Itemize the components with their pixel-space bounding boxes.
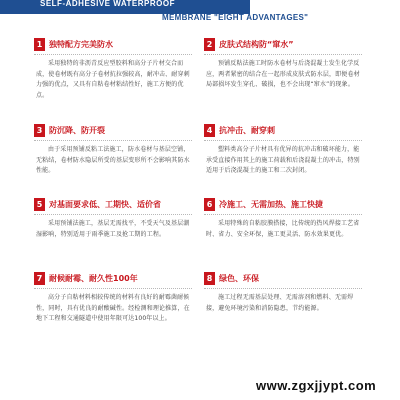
advantage-card-7: [34, 272, 192, 322]
advantage-title: 皮肤式结构防“窜水”: [219, 40, 294, 49]
advantage-title-row: [34, 124, 192, 138]
advantage-number-badge: 5: [34, 198, 45, 211]
advantage-card-2: [204, 38, 362, 88]
dotted-divider: [204, 288, 362, 289]
advantage-title-row: [204, 38, 362, 52]
advantage-title-row: [204, 124, 362, 138]
dotted-divider: [204, 140, 362, 141]
advantage-title-row: [204, 272, 362, 286]
header-banner: [0, 0, 400, 24]
advantage-number-badge: 7: [34, 272, 45, 285]
advantage-title: 绿色、环保: [219, 274, 259, 283]
advantage-number-badge: 4: [204, 124, 215, 137]
advantage-card-6: [204, 198, 362, 238]
advantage-card-4: [204, 124, 362, 174]
advantage-description: 高分子自粘材料相较传统的材料有良好的耐霉菌耐候性，同时，具有优良的耐酸碱性。经检测和理论推算，在地下工程和交通隧道中使用年限可达100年以上。: [36, 294, 190, 322]
dotted-divider: [204, 54, 362, 55]
advantage-title-row: [34, 38, 192, 52]
header-title-line-1: SELF-ADHESIVE WATERPROOF: [40, 0, 175, 8]
dotted-divider: [34, 54, 192, 55]
advantage-number-badge: 3: [34, 124, 45, 137]
advantage-title: 防沉降、防开裂: [49, 126, 105, 135]
advantage-description: 采用独特的非沥青反应型胶料和高分子片材交合而成，使卷材既有高分子卷材抗拉强较高，耐冲击、耐穿刺力强的优点，又具有自粘卷材粘结性好，施工方便的优点。: [36, 60, 190, 99]
advantage-card-5: [34, 198, 192, 238]
dotted-divider: [34, 214, 192, 215]
advantage-number-badge: 1: [34, 38, 45, 51]
advantage-number-badge: 8: [204, 272, 215, 285]
advantage-description: 采用特殊的自粘胶膜搭接，比传统的热风焊接工艺省时、省力、安全环保，施工更灵活、防水效果更优。: [206, 220, 360, 238]
advantage-title: 抗冲击、耐穿刺: [219, 126, 275, 135]
advantage-description: 由于采用预铺反粘工法施工，防水卷材与基层空铺，无粘结，卷材防水隐层所受的基层变形所不会影响其防水性能。: [36, 146, 190, 174]
advantage-description: 采用预铺法施工，基层无需找平，不受天气及基层潮湿影响，特别适用于雨季施工及抢工期的工程。: [36, 220, 190, 238]
header-title-line-2: MEMBRANE "EIGHT ADVANTAGES": [162, 13, 309, 22]
advantage-description: 预铺反粘法施工时防水卷材与后浇混凝土发生化学反应，两者紧密的结合在一起形成皮肤式防水层，即便卷材局部损坏发生穿孔、破损，也不会出现“窜水”的现象。: [206, 60, 360, 88]
advantage-title-row: [34, 272, 192, 286]
advantage-number-badge: 6: [204, 198, 215, 211]
advantage-title: 独特配方完美防水: [49, 40, 113, 49]
dotted-divider: [34, 140, 192, 141]
dotted-divider: [204, 214, 362, 215]
advantage-card-1: [34, 38, 192, 99]
advantage-title: 冷施工、无需加热、施工快捷: [219, 200, 323, 209]
advantage-card-8: [204, 272, 362, 312]
watermark-text: www.zgxjjypt.com: [256, 378, 377, 393]
advantage-number-badge: 2: [204, 38, 215, 51]
dotted-divider: [34, 288, 192, 289]
advantage-card-3: [34, 124, 192, 174]
advantage-title: 耐候耐霉、耐久性100年: [49, 274, 138, 283]
advantage-description: 塑料类高分子片材具有优异的抗冲击和破坏能力，能承受直接作用其上的施工荷载和后浇混凝土的冲击，特别适用于后浇混凝土的施工和二次封闭。: [206, 146, 360, 174]
advantage-title-row: [34, 198, 192, 212]
advantage-title: 对基面要求低、工期快、适价省: [49, 200, 161, 209]
advantage-description: 施工过程无需基层处理、无需溶剂和燃料、无需焊接，避免环境污染和消防隐患，节约能源。: [206, 294, 354, 312]
advantage-title-row: [204, 198, 362, 212]
